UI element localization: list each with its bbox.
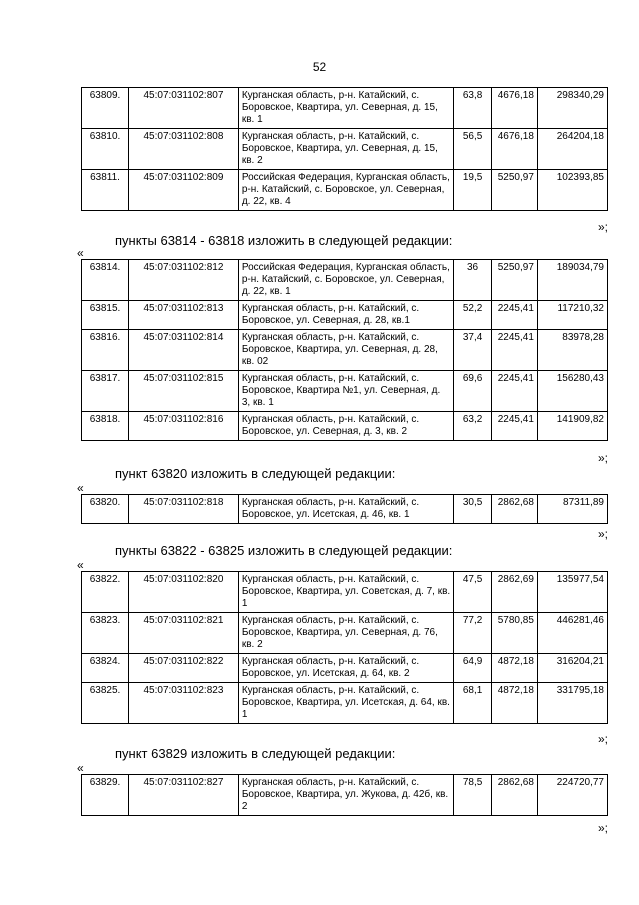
area: 19,5 [454, 170, 492, 211]
price: 2862,68 [491, 775, 537, 816]
closing-quote: »; [597, 732, 608, 746]
row-number: 63820. [82, 495, 129, 524]
area: 37,4 [454, 330, 492, 371]
cadastral-number: 45:07:031102:814 [129, 330, 239, 371]
opening-quote: « [77, 481, 84, 495]
cadastral-number: 45:07:031102:816 [129, 412, 239, 441]
address: Российская Федерация, Курганская область, р-н. Катайский, с. Боровское, ул. Северная, д. 22, кв. 4 [238, 170, 453, 211]
cadastral-number: 45:07:031102:821 [129, 613, 239, 654]
table-row [82, 613, 608, 654]
total: 189034,79 [537, 260, 607, 301]
row-number: 63816. [82, 330, 129, 371]
total: 331795,18 [537, 683, 607, 724]
cadastral-number: 45:07:031102:820 [129, 572, 239, 613]
price: 2245,41 [491, 412, 537, 441]
cadastral-number: 45:07:031102:807 [129, 88, 239, 129]
row-number: 63810. [82, 129, 129, 170]
table-row [82, 88, 608, 129]
closing-quote: »; [597, 821, 608, 835]
cadastral-number: 45:07:031102:827 [129, 775, 239, 816]
cadastral-number: 45:07:031102:808 [129, 129, 239, 170]
cadastral-number: 45:07:031102:822 [129, 654, 239, 683]
row-number: 63809. [82, 88, 129, 129]
address: Курганская область, р-н. Катайский, с. Боровское, ул. Исетская, д. 64, кв. 2 [238, 654, 453, 683]
opening-quote: « [77, 558, 84, 572]
instruction-text: пункт 63820 изложить в следующей редакции: [115, 466, 396, 481]
page-number: 52 [312, 60, 327, 74]
area: 69,6 [454, 371, 492, 412]
table-row [82, 775, 608, 816]
table-row [82, 371, 608, 412]
instruction-text: пункт 63829 изложить в следующей редакции: [115, 746, 396, 761]
row-number: 63817. [82, 371, 129, 412]
address: Курганская область, р-н. Катайский, с. Боровское, ул. Северная, д. 3, кв. 2 [238, 412, 453, 441]
closing-quote: »; [597, 220, 608, 234]
row-number: 63829. [82, 775, 129, 816]
row-number: 63818. [82, 412, 129, 441]
table-row [82, 495, 608, 524]
area: 36 [454, 260, 492, 301]
total: 316204,21 [537, 654, 607, 683]
price: 4676,18 [491, 129, 537, 170]
total: 117210,32 [537, 301, 607, 330]
total: 83978,28 [537, 330, 607, 371]
table-row [82, 129, 608, 170]
area: 77,2 [454, 613, 492, 654]
instruction-text: пункты 63814 - 63818 изложить в следующей редакции: [115, 233, 453, 248]
row-number: 63815. [82, 301, 129, 330]
cadastral-number: 45:07:031102:818 [129, 495, 239, 524]
address: Курганская область, р-н. Катайский, с. Боровское, Квартира, ул. Северная, д. 15, кв. 1 [238, 88, 453, 129]
area: 30,5 [454, 495, 492, 524]
table-row [82, 654, 608, 683]
price: 2245,41 [491, 330, 537, 371]
row-number: 63824. [82, 654, 129, 683]
address: Курганская область, р-н. Катайский, с. Боровское, Квартира, ул. Жукова, д. 42б, кв. 2 [238, 775, 453, 816]
total: 102393,85 [537, 170, 607, 211]
area: 47,5 [454, 572, 492, 613]
price: 5250,97 [491, 260, 537, 301]
table-row [82, 412, 608, 441]
total: 298340,29 [537, 88, 607, 129]
closing-quote: »; [597, 451, 608, 465]
row-number: 63825. [82, 683, 129, 724]
price: 4676,18 [491, 88, 537, 129]
instruction-text: пункты 63822 - 63825 изложить в следующей редакции: [115, 543, 453, 558]
cadastral-number: 45:07:031102:809 [129, 170, 239, 211]
total: 224720,77 [537, 775, 607, 816]
table-block-2 [81, 494, 608, 524]
price: 2245,41 [491, 371, 537, 412]
row-number: 63823. [82, 613, 129, 654]
total: 264204,18 [537, 129, 607, 170]
area: 52,2 [454, 301, 492, 330]
opening-quote: « [77, 246, 84, 260]
row-number: 63811. [82, 170, 129, 211]
address: Курганская область, р-н. Катайский, с. Боровское, Квартира, ул. Советская, д. 7, кв. 1 [238, 572, 453, 613]
address: Курганская область, р-н. Катайский, с. Боровское, Квартира, ул. Северная, д. 76, кв. 2 [238, 613, 453, 654]
address: Курганская область, р-н. Катайский, с. Боровское, ул. Северная, д. 28, кв.1 [238, 301, 453, 330]
area: 56,5 [454, 129, 492, 170]
table-row [82, 572, 608, 613]
total: 446281,46 [537, 613, 607, 654]
table-block-4 [81, 774, 608, 816]
table-block-0 [81, 87, 608, 211]
row-number: 63822. [82, 572, 129, 613]
row-number: 63814. [82, 260, 129, 301]
area: 64,9 [454, 654, 492, 683]
cadastral-number: 45:07:031102:823 [129, 683, 239, 724]
address: Курганская область, р-н. Катайский, с. Боровское, Квартира, ул. Северная, д. 15, кв. 2 [238, 129, 453, 170]
area: 68,1 [454, 683, 492, 724]
table-row [82, 330, 608, 371]
cadastral-number: 45:07:031102:815 [129, 371, 239, 412]
total: 135977,54 [537, 572, 607, 613]
opening-quote: « [77, 761, 84, 775]
total: 87311,89 [537, 495, 607, 524]
area: 63,2 [454, 412, 492, 441]
address: Курганская область, р-н. Катайский, с. Боровское, Квартира №1, ул. Северная, д. 3, кв. 1 [238, 371, 453, 412]
cadastral-number: 45:07:031102:813 [129, 301, 239, 330]
table-row [82, 301, 608, 330]
closing-quote: »; [597, 527, 608, 541]
area: 63,8 [454, 88, 492, 129]
address: Российская Федерация, Курганская область, р-н. Катайский, с. Боровское, ул. Северная, д. 22, кв. 1 [238, 260, 453, 301]
price: 5250,97 [491, 170, 537, 211]
address: Курганская область, р-н. Катайский, с. Боровское, Квартира, ул. Северная, д. 28, кв. 02 [238, 330, 453, 371]
price: 4872,18 [491, 654, 537, 683]
area: 78,5 [454, 775, 492, 816]
price: 5780,85 [491, 613, 537, 654]
address: Курганская область, р-н. Катайский, с. Боровское, ул. Исетская, д. 46, кв. 1 [238, 495, 453, 524]
table-row [82, 170, 608, 211]
address: Курганская область, р-н. Катайский, с. Боровское, Квартира, ул. Исетская, д. 64, кв. 1 [238, 683, 453, 724]
table-row [82, 683, 608, 724]
table-block-3 [81, 571, 608, 724]
cadastral-number: 45:07:031102:812 [129, 260, 239, 301]
total: 141909,82 [537, 412, 607, 441]
total: 156280,43 [537, 371, 607, 412]
price: 2862,69 [491, 572, 537, 613]
table-row [82, 260, 608, 301]
price: 4872,18 [491, 683, 537, 724]
price: 2245,41 [491, 301, 537, 330]
table-block-1 [81, 259, 608, 441]
price: 2862,68 [491, 495, 537, 524]
